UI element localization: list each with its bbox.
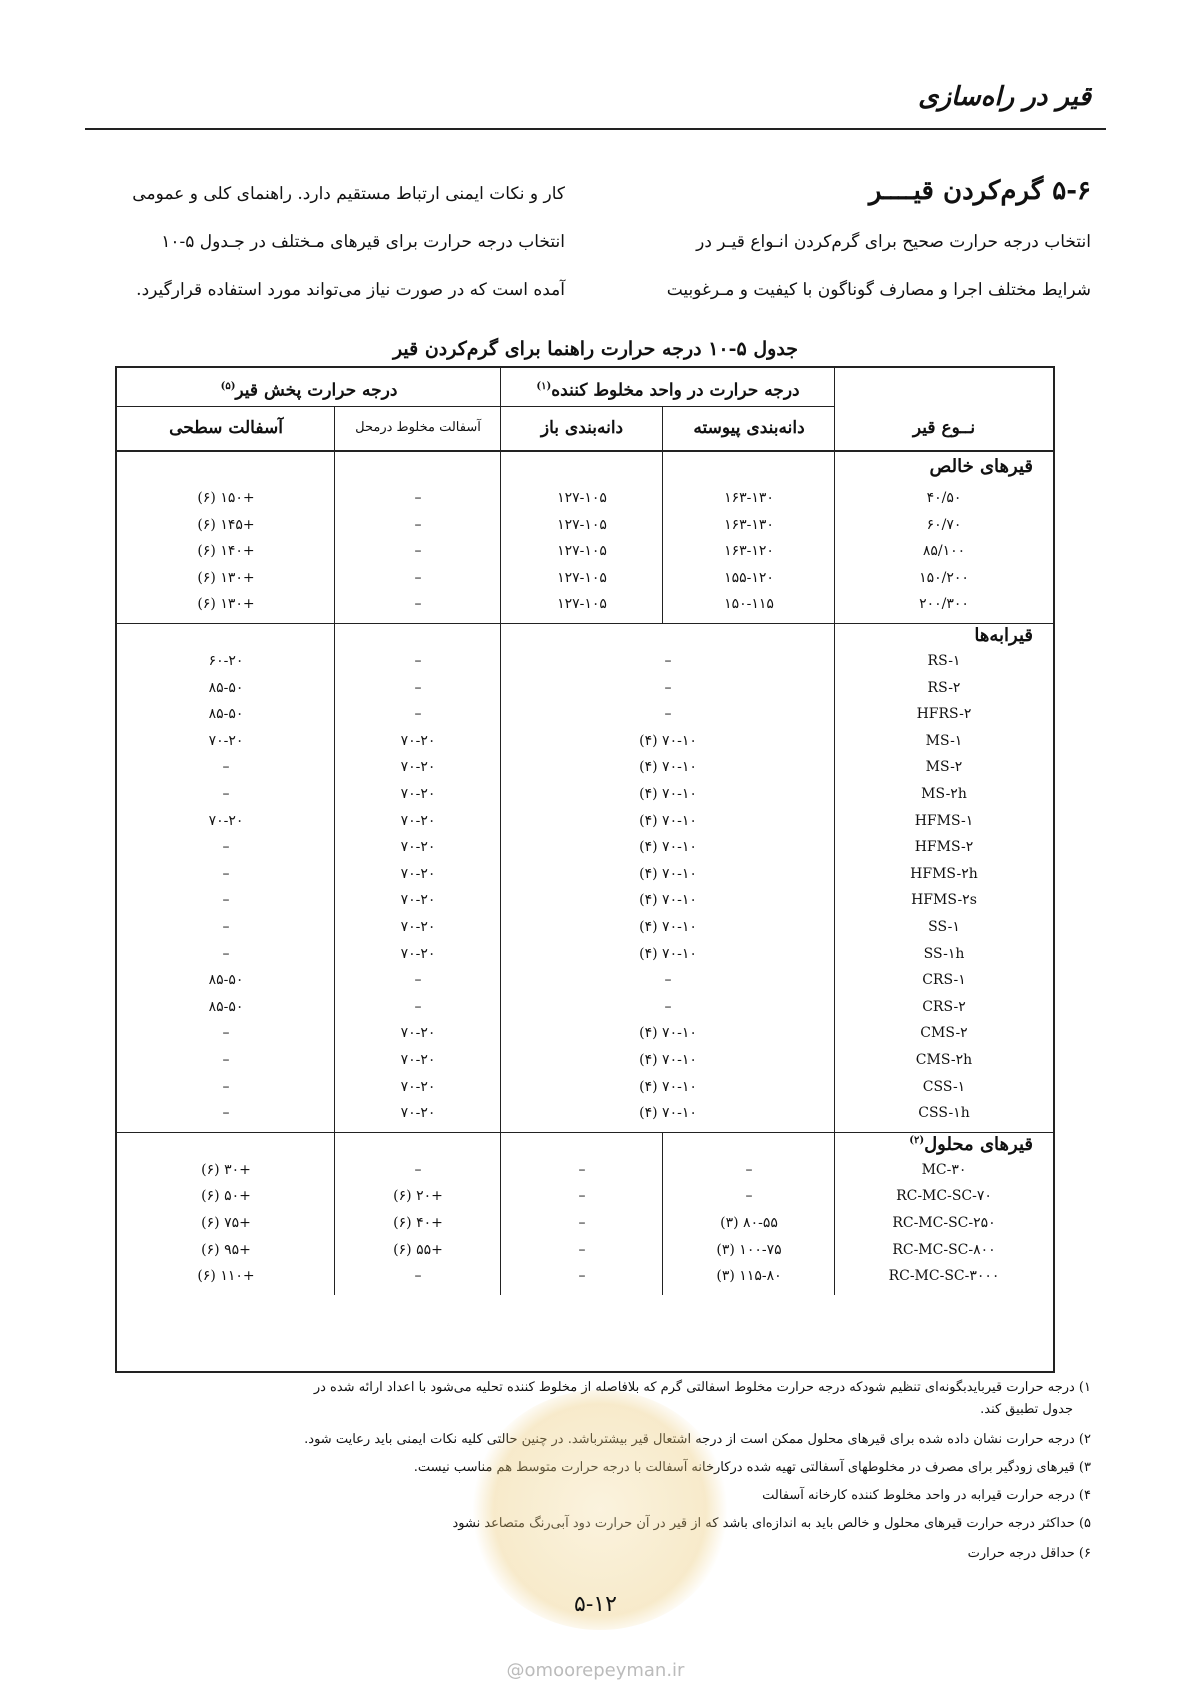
open-graded-cell: – xyxy=(578,1268,586,1285)
bitumen-type-cell: CSS-۱ xyxy=(922,1078,966,1095)
surface-treatment-header: آسفالت سطحی xyxy=(169,418,283,438)
footnote: ۱) درجه حرارت قیربایدبگونه‌ای تنظیم شودکه درجه حرارت مخلوط اسفالتی گرم که بلافاصله از مخلوط کننده تحلیه می‌شود با اعداد ارائه شده در xyxy=(313,1380,1091,1395)
bitumen-type-cell: CMS-۲h xyxy=(915,1052,973,1068)
surface-treatment-cell: +۱۴۰ (۶) xyxy=(197,543,255,560)
road-mix-cell: ۷۰-۲۰ xyxy=(400,865,436,882)
surface-treatment-cell: +۵۰ (۶) xyxy=(201,1188,251,1205)
road-mix-cell: – xyxy=(414,516,422,533)
surface-treatment-cell: – xyxy=(222,1105,230,1122)
dense-graded-cell: ۱۱۵-۸۰ (۳) xyxy=(716,1268,782,1285)
surface-treatment-cell: – xyxy=(222,892,230,909)
bitumen-type-cell: HFRS-۲ xyxy=(916,706,972,723)
open-graded-cell: ۱۲۷-۱۰۵ xyxy=(557,596,607,613)
dense-graded-cell: ۱۰۰-۷۵ (۳) xyxy=(716,1241,782,1258)
open-graded-cell: ۱۲۷-۱۰۵ xyxy=(557,569,607,586)
table-group-title xyxy=(909,1134,1033,1155)
bitumen-type-header: نــوع قیر xyxy=(912,418,976,438)
surface-treatment-cell: ۶۰-۲۰ xyxy=(208,653,244,669)
intro-left-line: کار و نکات ایمنی ارتباط مستقیم دارد. راهنمای کلی و عمومی xyxy=(132,184,565,204)
mixing-temp-cell: ۷۰-۱۰ (۴) xyxy=(639,1105,697,1122)
road-mix-cell: +۲۰ (۶) xyxy=(393,1188,443,1205)
table-rule xyxy=(334,450,335,623)
road-mix-cell: +۵۵ (۶) xyxy=(393,1241,443,1258)
mixing-temp-cell: ۷۰-۱۰ (۴) xyxy=(639,945,697,962)
dense-graded-cell: ۱۶۳-۱۳۰ xyxy=(724,490,774,506)
table-rule xyxy=(334,623,335,1132)
table-rule xyxy=(834,450,835,623)
surface-treatment-cell: – xyxy=(222,839,230,856)
bitumen-type-cell: ۶۰/۷۰ xyxy=(926,516,962,533)
temperature-table xyxy=(115,366,1055,1373)
group-title-text: قیرهای خالص xyxy=(929,456,1033,477)
table-rule xyxy=(834,623,835,1132)
footnote: ۴) درجه حرارت قیرابه در واحد مخلوط کننده کارخانه آسفالت xyxy=(762,1488,1091,1503)
spread-group-note: (۵) xyxy=(220,381,236,392)
road-mix-cell: ۷۰-۲۰ xyxy=(400,892,436,909)
road-mix-cell: ۷۰-۲۰ xyxy=(400,1052,436,1068)
footnote: ۶) حداقل درجه حرارت xyxy=(967,1546,1091,1561)
road-mix-cell: – xyxy=(414,706,422,723)
road-mix-cell: ۷۰-۲۰ xyxy=(400,1025,436,1042)
surface-treatment-cell: +۱۱۰ (۶) xyxy=(197,1268,255,1285)
road-mix-cell: ۷۰-۲۰ xyxy=(400,732,436,749)
bitumen-type-cell: MC-۳۰ xyxy=(921,1161,967,1178)
table-group-title xyxy=(930,456,1033,477)
road-mix-cell: ۷۰-۲۰ xyxy=(400,786,436,802)
surface-treatment-cell: ۸۵-۵۰ xyxy=(208,998,244,1015)
bitumen-type-cell: ۸۵/۱۰۰ xyxy=(922,543,966,560)
surface-treatment-cell: ۷۰-۲۰ xyxy=(208,812,244,829)
mixing-group-header xyxy=(501,372,835,406)
mixing-group-label: درجه حرارت در واحد مخلوط کننده xyxy=(551,380,800,401)
road-mix-cell: ۷۰-۲۰ xyxy=(400,1105,436,1122)
surface-treatment-cell: +۱۵۰ (۶) xyxy=(197,490,255,506)
open-graded-cell: – xyxy=(578,1215,586,1231)
table-rule xyxy=(334,1132,335,1295)
dense-graded-cell: – xyxy=(745,1188,753,1205)
dense-graded-cell: ۸۰-۵۵ (۳) xyxy=(720,1215,778,1231)
open-graded-cell: – xyxy=(578,1241,586,1258)
dense-graded-cell: – xyxy=(745,1161,753,1178)
mixing-group-note: (۱) xyxy=(536,381,552,392)
bitumen-type-cell: MS-۲h xyxy=(921,786,967,802)
mixing-temp-cell: ۷۰-۱۰ (۴) xyxy=(639,1078,697,1095)
bitumen-type-cell: CRS-۱ xyxy=(922,972,966,989)
surface-treatment-cell: – xyxy=(222,865,230,882)
mixing-temp-cell: ۷۰-۱۰ (۴) xyxy=(639,919,697,935)
road-mix-cell: – xyxy=(414,543,422,560)
footnote: ۵) حداکثر درجه حرارت قیرهای محلول و خالص باید به اندازه‌ای باشد که از قیر در آن حرارت دود آبی‌رنگ متصاعد نشود xyxy=(452,1516,1091,1531)
surface-treatment-cell: +۷۵ (۶) xyxy=(201,1215,251,1231)
bitumen-type-cell: ۱۵۰/۲۰۰ xyxy=(919,569,969,586)
road-mix-header: آسفالت مخلوط درمحل xyxy=(355,420,481,435)
intro-left-line: انتخاب درجه حرارت برای قیرهای مـختلف در جـدول ۵-۱۰ xyxy=(161,232,565,252)
road-mix-cell: ۷۰-۲۰ xyxy=(400,945,436,962)
group-title-text: قیرهای محلول xyxy=(924,1133,1033,1155)
road-mix-cell: – xyxy=(414,972,422,989)
header-rule xyxy=(85,128,1106,130)
table-rule xyxy=(500,623,501,1132)
bitumen-type-cell: ۴۰/۵۰ xyxy=(926,490,962,506)
group-title-note: (۲) xyxy=(909,1134,925,1146)
mixing-temp-cell: – xyxy=(664,998,672,1015)
surface-treatment-cell: – xyxy=(222,945,230,962)
table-caption: جدول ۵-۱۰ درجه حرارت راهنما برای گرم‌کردن قیر xyxy=(392,338,799,360)
bitumen-type-cell: RS-۲ xyxy=(927,679,961,696)
surface-treatment-cell: ۸۵-۵۰ xyxy=(208,706,244,723)
dense-graded-cell: ۱۵۰-۱۱۵ xyxy=(724,596,774,613)
table-rule xyxy=(117,450,1053,452)
road-mix-cell: ۷۰-۲۰ xyxy=(400,812,436,829)
mixing-temp-cell: ۷۰-۱۰ (۴) xyxy=(639,732,697,749)
road-mix-cell: – xyxy=(414,490,422,506)
mixing-temp-cell: – xyxy=(664,653,672,669)
road-mix-cell: ۷۰-۲۰ xyxy=(400,759,436,776)
page-number: ۵-۱۲ xyxy=(574,1592,617,1617)
surface-treatment-cell: – xyxy=(222,1052,230,1068)
bitumen-type-cell: RC-MC-SC-۲۵۰ xyxy=(892,1215,996,1231)
open-graded-cell: ۱۲۷-۱۰۵ xyxy=(557,490,607,506)
mixing-temp-cell: ۷۰-۱۰ (۴) xyxy=(639,812,697,829)
mixing-temp-cell: – xyxy=(664,679,672,696)
road-mix-cell: – xyxy=(414,679,422,696)
surface-treatment-cell: +۱۴۵ (۶) xyxy=(197,516,255,533)
table-rule xyxy=(500,1132,501,1295)
bitumen-type-cell: CRS-۲ xyxy=(922,998,966,1015)
bitumen-type-cell: RS-۱ xyxy=(927,653,961,669)
surface-treatment-cell: +۳۰ (۶) xyxy=(201,1161,251,1178)
road-mix-cell: – xyxy=(414,596,422,613)
intro-right-line: انتخاب درجه حرارت صحیح برای گرم‌کردن انـواع قیـر در xyxy=(696,232,1091,252)
table-rule xyxy=(117,406,835,407)
road-mix-cell: – xyxy=(414,653,422,669)
road-mix-cell: +۴۰ (۶) xyxy=(393,1215,443,1231)
road-mix-cell: – xyxy=(414,1161,422,1178)
watermark-text: @omoorepeyman.ir xyxy=(506,1660,685,1681)
bitumen-type-cell: RC-MC-SC-۳۰۰۰ xyxy=(888,1268,1000,1285)
open-graded-header: دانه‌بندی باز xyxy=(540,418,624,438)
open-graded-cell: ۱۲۷-۱۰۵ xyxy=(557,516,607,533)
road-mix-cell: – xyxy=(414,1268,422,1285)
table-group-title xyxy=(974,625,1033,646)
bitumen-type-cell: SS-۱ xyxy=(928,919,960,935)
bitumen-type-cell: HFMS-۲ xyxy=(914,839,974,856)
bitumen-type-cell: RC-MC-SC-۸۰۰ xyxy=(892,1241,996,1258)
intro-left-line: آمده است که در صورت نیاز می‌تواند مورد استفاده قرارگیرد. xyxy=(136,280,565,300)
footnote: جدول تطبیق کند. xyxy=(980,1402,1073,1417)
bitumen-type-cell: SS-۱h xyxy=(923,945,965,962)
road-mix-cell: – xyxy=(414,998,422,1015)
surface-treatment-cell: – xyxy=(222,786,230,802)
spread-group-label: درجه حرارت پخش قیر xyxy=(235,380,398,401)
bitumen-type-cell: HFMS-۲s xyxy=(911,892,977,909)
surface-treatment-cell: – xyxy=(222,1078,230,1095)
table-rule xyxy=(662,450,663,623)
mixing-temp-cell: ۷۰-۱۰ (۴) xyxy=(639,865,697,882)
running-header: قیر در راه‌سازی xyxy=(918,82,1091,112)
bitumen-type-cell: MS-۲ xyxy=(925,759,963,776)
table-rule xyxy=(500,450,501,623)
surface-treatment-cell: +۱۳۰ (۶) xyxy=(197,569,255,586)
bitumen-type-cell: CSS-۱h xyxy=(918,1105,970,1122)
table-rule xyxy=(117,623,1053,624)
bitumen-type-cell: MS-۱ xyxy=(925,732,963,749)
section-title: ۵-۶ گرم‌کردن قیــــر xyxy=(868,176,1091,206)
table-rule xyxy=(662,1132,663,1295)
group-title-text: قیرابه‌ها xyxy=(974,625,1033,646)
road-mix-cell: ۷۰-۲۰ xyxy=(400,919,436,935)
bitumen-type-cell: HFMS-۱ xyxy=(914,812,974,829)
surface-treatment-cell: – xyxy=(222,919,230,935)
surface-treatment-cell: ۸۵-۵۰ xyxy=(208,679,244,696)
mixing-temp-cell: ۷۰-۱۰ (۴) xyxy=(639,1052,697,1068)
road-mix-cell: ۷۰-۲۰ xyxy=(400,1078,436,1095)
open-graded-cell: ۱۲۷-۱۰۵ xyxy=(557,543,607,560)
spread-group-header xyxy=(117,372,501,406)
mixing-temp-cell: ۷۰-۱۰ (۴) xyxy=(639,1025,697,1042)
bitumen-type-cell: HFMS-۲h xyxy=(910,865,978,882)
surface-treatment-cell: – xyxy=(222,759,230,776)
mixing-temp-cell: ۷۰-۱۰ (۴) xyxy=(639,892,697,909)
surface-treatment-cell: – xyxy=(222,1025,230,1042)
mixing-temp-cell: ۷۰-۱۰ (۴) xyxy=(639,839,697,856)
footnote: ۳) قیرهای زودگیر برای مصرف در مخلوطهای آسفالتی تهیه شده درکارخانه آسفالت با درجه حرارت متوسط هم مناسب نیست. xyxy=(413,1460,1091,1475)
table-rule xyxy=(834,1132,835,1295)
open-graded-cell: – xyxy=(578,1161,586,1178)
mixing-temp-cell: – xyxy=(664,706,672,723)
dense-graded-cell: ۱۶۳-۱۲۰ xyxy=(724,543,774,560)
footnote: ۲) درجه حرارت نشان داده شده برای قیرهای محلول ممکن است از درجه اشتعال قیر بیشترباشد. در چنین حالتی کلیه نکات ایمنی باید رعایت شود. xyxy=(304,1432,1091,1447)
mixing-temp-cell: ۷۰-۱۰ (۴) xyxy=(639,786,697,802)
dense-graded-cell: ۱۶۳-۱۳۰ xyxy=(724,516,774,533)
table-rule xyxy=(117,1132,1053,1133)
open-graded-cell: – xyxy=(578,1188,586,1205)
road-mix-cell: ۷۰-۲۰ xyxy=(400,839,436,856)
bitumen-type-cell: RC-MC-SC-۷۰ xyxy=(896,1188,992,1205)
road-mix-cell: – xyxy=(414,569,422,586)
dense-graded-header: دانه‌بندی پیوسته xyxy=(693,418,805,438)
surface-treatment-cell: +۹۵ (۶) xyxy=(201,1241,251,1258)
bitumen-type-cell: ۲۰۰/۳۰۰ xyxy=(919,596,969,613)
bitumen-type-cell: CMS-۲ xyxy=(920,1025,968,1042)
dense-graded-cell: ۱۵۵-۱۲۰ xyxy=(724,569,774,586)
surface-treatment-cell: ۷۰-۲۰ xyxy=(208,732,244,749)
surface-treatment-cell: +۱۳۰ (۶) xyxy=(197,596,255,613)
surface-treatment-cell: ۸۵-۵۰ xyxy=(208,972,244,989)
mixing-temp-cell: – xyxy=(664,972,672,989)
intro-right-line: شرایط مختلف اجرا و مصارف گوناگون با کیفیت و مـرغوبیت xyxy=(666,280,1091,300)
mixing-temp-cell: ۷۰-۱۰ (۴) xyxy=(639,759,697,776)
